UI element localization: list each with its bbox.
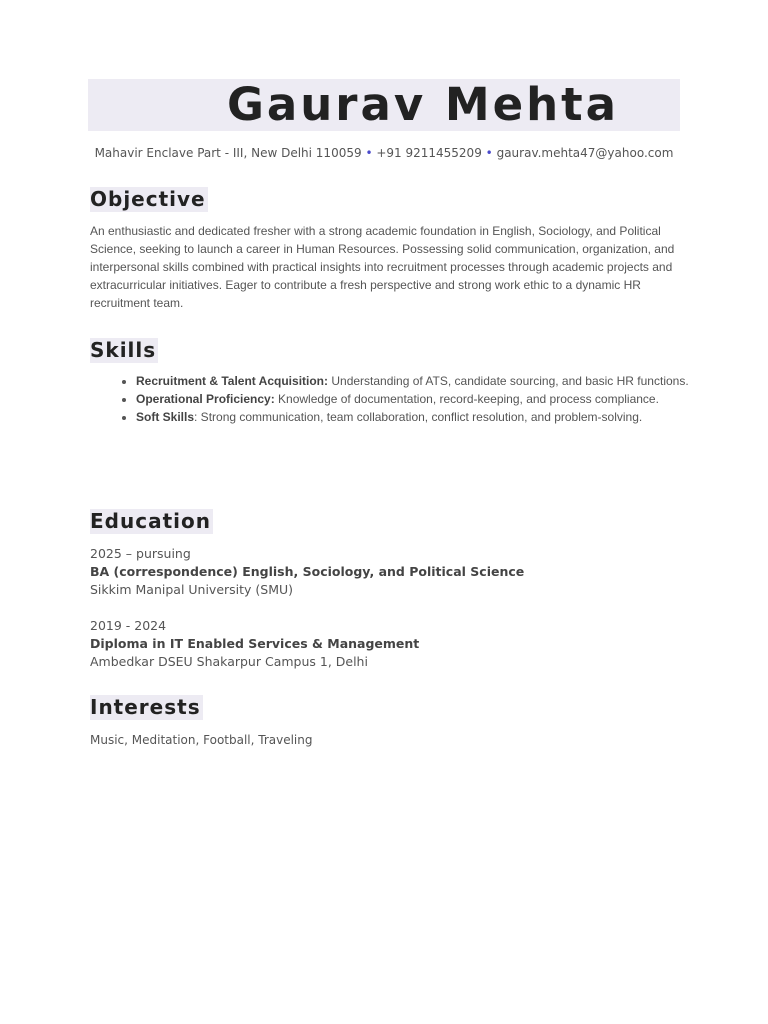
skill-label: Recruitment & Talent Acquisition: (136, 374, 329, 388)
separator-dot: • (485, 146, 493, 160)
list-item (136, 408, 696, 426)
address: Mahavir Enclave Part - III, New Delhi 110059 (94, 146, 362, 160)
separator-dot: • (365, 146, 373, 160)
candidate-name: Gaurav Mehta (226, 78, 620, 131)
education-period: 2025 – pursuing (90, 546, 191, 561)
skills-heading: Skills (90, 338, 157, 362)
education-school: Ambedkar DSEU Shakarpur Campus 1, Delhi (90, 654, 368, 669)
education-degree: BA (correspondence) English, Sociology, and Political Science (90, 564, 525, 579)
skills-list (90, 372, 696, 426)
phone: +91 9211455209 (376, 146, 482, 160)
education-degree: Diploma in IT Enabled Services & Management (90, 636, 420, 651)
email-link[interactable]: gaurav.mehta47@yahoo.com (496, 146, 674, 160)
list-item (136, 390, 696, 408)
skill-text: Knowledge of documentation, record-keeping, and process compliance. (274, 392, 659, 406)
list-item (136, 372, 696, 390)
objective-text: An enthusiastic and dedicated fresher with a strong academic foundation in English, Sociology, and Political Science, seeking to launch a career in Human Resources. Possessing solid communication, organization, and interpersonal skills combined with practical insights into recruitment processes through academic projects and extracurricular initiatives. Eager to contribute a fresh perspective and strong work ethic to a dynamic HR recruitment team. (90, 224, 675, 310)
skill-text: : Strong communication, team collaboration, conflict resolution, and problem-solving. (194, 410, 643, 424)
contact-line (88, 146, 680, 160)
education-heading: Education (90, 509, 211, 533)
objective-heading: Objective (90, 187, 206, 211)
skill-text: Understanding of ATS, candidate sourcing, and basic HR functions. (328, 374, 689, 388)
skill-label: Soft Skills (136, 410, 195, 424)
interests-text: Music, Meditation, Football, Traveling (90, 733, 313, 747)
interests-heading: Interests (90, 695, 201, 719)
education-period: 2019 - 2024 (90, 618, 167, 633)
education-school: Sikkim Manipal University (SMU) (90, 582, 294, 597)
skill-label: Operational Proficiency: (136, 392, 275, 406)
